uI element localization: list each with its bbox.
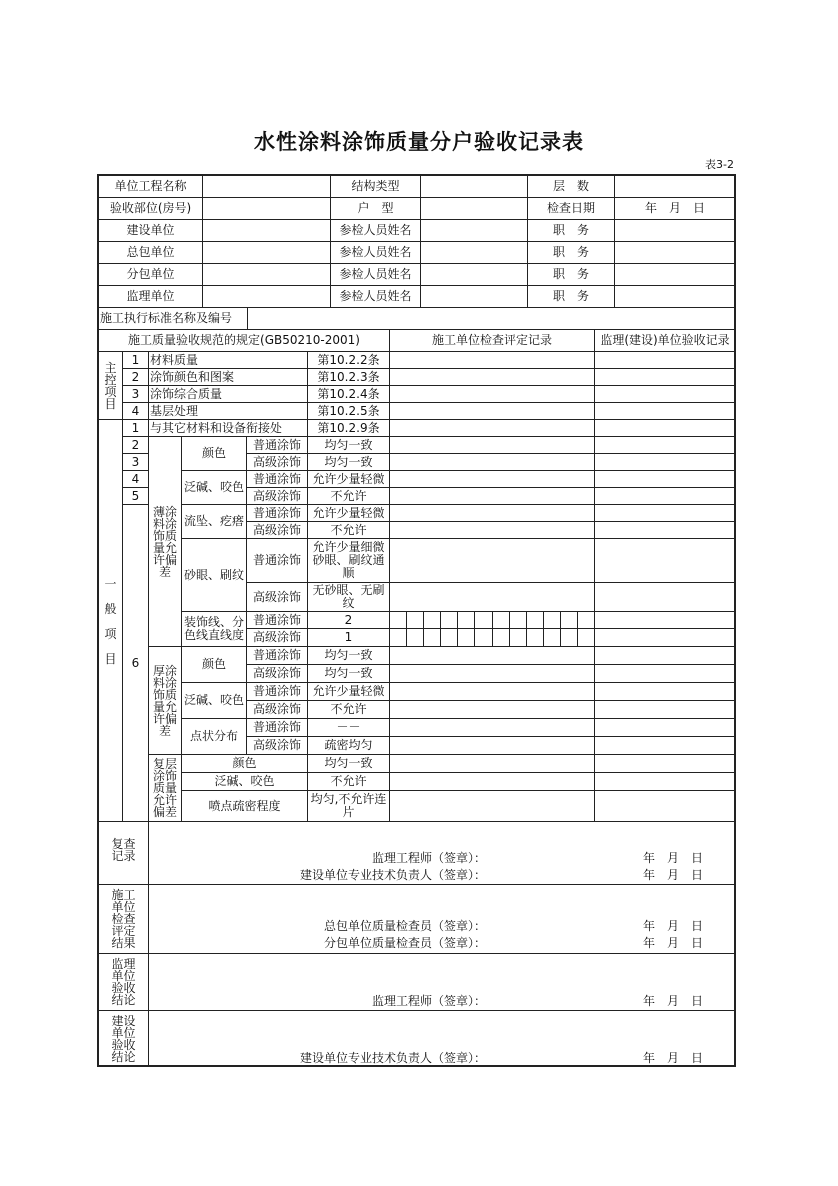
supervisor-record-field (594, 611, 736, 629)
measurement-cell (406, 628, 424, 647)
item-clause: 第10.2.3条 (307, 368, 390, 386)
measurement-cell (423, 611, 441, 629)
supervisor-record-field (594, 628, 736, 647)
item-name: 材料质量 (148, 351, 308, 369)
supervisor-record-field (594, 582, 736, 612)
finish-grade: 高级涂饰 (246, 453, 308, 471)
measurement-cell (560, 611, 578, 629)
measurement-cell (389, 611, 407, 629)
finish-grade: 普通涂饰 (246, 611, 308, 629)
header-label: 总包单位 (98, 241, 203, 264)
requirement: 均匀一致 (307, 453, 390, 471)
measurement-cell (509, 628, 527, 647)
contractor-record-field (389, 538, 595, 583)
form-number: 表3-2 (705, 158, 734, 171)
requirement: 均匀一致 (307, 664, 390, 683)
signature-date: 年 月 日 (642, 851, 703, 865)
header-field (614, 285, 736, 308)
contractor-record-field (389, 700, 595, 719)
header-label: 参检人员姓名 (330, 263, 421, 286)
column-header-contractor: 施工单位检查评定记录 (389, 329, 595, 352)
measurement-cell (492, 628, 510, 647)
finish-grade: 高级涂饰 (246, 700, 308, 719)
header-label: 职 务 (527, 219, 615, 242)
finish-grade: 普通涂饰 (246, 504, 308, 522)
contractor-record-field (389, 504, 595, 522)
requirement: 不允许 (307, 487, 390, 505)
thin-coating-label: 薄涂料涂饰质量允许偏差 (148, 436, 182, 647)
defect-name: 点状分布 (181, 718, 247, 755)
header-label: 职 务 (527, 263, 615, 286)
supervisor-record-field (594, 682, 736, 701)
requirement: 不允许 (307, 700, 390, 719)
header-field (420, 263, 528, 286)
contractor-record-field (389, 453, 595, 471)
header-label: 分包单位 (98, 263, 203, 286)
measurement-cell (457, 628, 475, 647)
item-number: 5 (122, 487, 149, 505)
signature-date: 年 月 日 (642, 868, 703, 882)
contractor-record-field (389, 646, 595, 665)
item-number: 2 (122, 436, 149, 454)
contractor-record-field (389, 436, 595, 454)
header-field (614, 241, 736, 264)
defect-name: 泛碱、咬色 (181, 772, 308, 791)
measurement-cell (543, 628, 561, 647)
header-label: 监理单位 (98, 285, 203, 308)
finish-grade: 普通涂饰 (246, 470, 308, 488)
contractor-record-field (389, 718, 595, 737)
supervisor-record-field (594, 521, 736, 539)
header-label: 职 务 (527, 241, 615, 264)
contractor-record-field (389, 351, 595, 369)
measurement-cell (406, 611, 424, 629)
measurement-cell (560, 628, 578, 647)
item-number: 4 (122, 402, 149, 420)
finish-grade: 普通涂饰 (246, 718, 308, 737)
finish-grade: 普通涂饰 (246, 436, 308, 454)
measurement-cell (577, 628, 595, 647)
supervisor-record-field (594, 504, 736, 522)
measurement-cell (389, 628, 407, 647)
header-field (420, 285, 528, 308)
measurement-cell (509, 611, 527, 629)
supervisor-record-field (594, 718, 736, 737)
defect-name: 颜色 (181, 646, 247, 683)
main-control-label: 主控项目 (98, 351, 123, 420)
contractor-record-field (389, 470, 595, 488)
item-number: 3 (122, 453, 149, 471)
finish-grade: 普通涂饰 (246, 646, 308, 665)
supervisor-record-field (594, 419, 736, 437)
general-label: 一般项目 (98, 419, 123, 822)
signature-date: 年 月 日 (642, 919, 703, 933)
item-clause: 第10.2.5条 (307, 402, 390, 420)
finish-grade: 普通涂饰 (246, 682, 308, 701)
measurement-cell (457, 611, 475, 629)
supervisor-record-field (594, 470, 736, 488)
item-name: 与其它材料和设备衔接处 (148, 419, 308, 437)
supervisor-record-field (594, 772, 736, 791)
requirement: 均匀一致 (307, 436, 390, 454)
owner-section-label: 建设单位验收结论 (98, 1010, 149, 1067)
signature-label: 建设单位专业技术负责人（签章）： (299, 1051, 486, 1065)
finish-grade: 高级涂饰 (246, 736, 308, 755)
measurement-cell (440, 628, 458, 647)
item-clause: 第10.2.2条 (307, 351, 390, 369)
header-field (202, 175, 331, 198)
contractor-record-field (389, 772, 595, 791)
finish-grade: 普通涂饰 (246, 538, 308, 583)
supervisor-record-field (594, 385, 736, 403)
finish-grade: 高级涂饰 (246, 582, 308, 612)
header-field (202, 241, 331, 264)
signature-label: 监理工程师（签章）： (371, 851, 486, 865)
finish-grade: 高级涂饰 (246, 487, 308, 505)
requirement: 1 (307, 628, 390, 647)
signature-date: 年 月 日 (642, 994, 703, 1008)
requirement: 疏密均匀 (307, 736, 390, 755)
header-label: 年 月 日 (614, 197, 736, 220)
contractor-record-field (389, 582, 595, 612)
supervisor-record-field (594, 402, 736, 420)
header-label: 建设单位 (98, 219, 203, 242)
contractor-record-field (389, 487, 595, 505)
measurement-cell (577, 611, 595, 629)
supervisor-record-field (594, 664, 736, 683)
requirement: 均匀一致 (307, 646, 390, 665)
contractor-record-field (389, 402, 595, 420)
supervisor-record-field (594, 368, 736, 386)
requirement: 允许少量轻微 (307, 470, 390, 488)
header-label: 检查日期 (527, 197, 615, 220)
signature-label: 总包单位质量检查员（签章）： (323, 919, 486, 933)
defect-name: 泛碱、咬色 (181, 470, 247, 505)
requirement: －－ (307, 718, 390, 737)
column-header-supervisor: 监理(建设)单位验收记录 (594, 329, 736, 352)
header-label: 参检人员姓名 (330, 219, 421, 242)
item-name: 涂饰颜色和图案 (148, 368, 308, 386)
contractor-record-field (389, 754, 595, 773)
defect-name: 砂眼、刷纹 (181, 538, 247, 612)
supervisor-record-field (594, 790, 736, 822)
header-field (420, 197, 528, 220)
contractor-record-field (389, 664, 595, 683)
requirement: 均匀一致 (307, 754, 390, 773)
defect-name: 喷点疏密程度 (181, 790, 308, 822)
multi-layer-label: 复层涂饰质量允许偏差 (148, 754, 182, 822)
signature-label: 建设单位专业技术负责人（签章）： (299, 868, 486, 882)
requirement: 均匀,不允许连片 (307, 790, 390, 822)
contractor-record-field (389, 790, 595, 822)
header-field (614, 219, 736, 242)
supervisor-record-field (594, 754, 736, 773)
measurement-cell (474, 628, 493, 647)
measurement-cell (492, 611, 510, 629)
requirement: 允许少量轻微 (307, 682, 390, 701)
header-field (614, 263, 736, 286)
contractor-record-field (389, 521, 595, 539)
signature-label: 分包单位质量检查员（签章）： (323, 936, 486, 950)
header-label: 职 务 (527, 285, 615, 308)
supervisor-record-field (594, 436, 736, 454)
supervisor-record-field (594, 538, 736, 583)
item-clause: 第10.2.9条 (307, 419, 390, 437)
supervisor-record-field (594, 646, 736, 665)
measurement-cell (474, 611, 493, 629)
item-name: 基层处理 (148, 402, 308, 420)
header-field (202, 219, 331, 242)
contractor-record-field (389, 682, 595, 701)
requirement: 无砂眼、无刷纹 (307, 582, 390, 612)
column-header-spec: 施工质量验收规范的规定(GB50210-2001) (98, 329, 390, 352)
supervisor-record-field (594, 453, 736, 471)
finish-grade: 高级涂饰 (246, 628, 308, 647)
signature-date: 年 月 日 (642, 1051, 703, 1065)
item-number: 3 (122, 385, 149, 403)
contractor-record-field (389, 419, 595, 437)
header-label: 户 型 (330, 197, 421, 220)
signature-date: 年 月 日 (642, 936, 703, 950)
header-field (420, 241, 528, 264)
recheck-section-label: 复查记录 (98, 821, 149, 885)
defect-name: 装饰线、分色线直线度 (181, 611, 247, 647)
measurement-cell (423, 628, 441, 647)
item-clause: 第10.2.4条 (307, 385, 390, 403)
thick-coating-label: 厚涂料涂饰质量允许偏差 (148, 646, 182, 755)
item-number: 1 (122, 419, 149, 437)
header-field (614, 175, 736, 198)
finish-grade: 高级涂饰 (246, 521, 308, 539)
supervisor-section-label: 监理单位验收结论 (98, 953, 149, 1011)
item-number: 1 (122, 351, 149, 369)
defect-name: 颜色 (181, 436, 247, 471)
supervisor-record-field (594, 736, 736, 755)
requirement: 不允许 (307, 521, 390, 539)
header-label: 参检人员姓名 (330, 285, 421, 308)
measurement-cell (526, 611, 544, 629)
header-label: 参检人员姓名 (330, 241, 421, 264)
header-field (202, 263, 331, 286)
requirement: 2 (307, 611, 390, 629)
measurement-cell (440, 611, 458, 629)
item-name: 涂饰综合质量 (148, 385, 308, 403)
item-number: 2 (122, 368, 149, 386)
contractor-record-field (389, 368, 595, 386)
supervisor-record-field (594, 487, 736, 505)
header-field (420, 219, 528, 242)
defect-name: 颜色 (181, 754, 308, 773)
defect-name: 流坠、疙瘩 (181, 504, 247, 539)
form-title: 水性涂料涂饰质量分户验收记录表 (254, 130, 584, 154)
requirement: 允许少量轻微 (307, 504, 390, 522)
header-field (420, 175, 528, 198)
header-label: 验收部位(房号) (98, 197, 203, 220)
header-field (202, 197, 331, 220)
header-label: 单位工程名称 (98, 175, 203, 198)
standard-field (247, 307, 736, 330)
requirement: 不允许 (307, 772, 390, 791)
signature-label: 监理工程师（签章）： (371, 994, 486, 1008)
item-number: 6 (122, 504, 149, 822)
supervisor-record-field (594, 351, 736, 369)
contractor-record-field (389, 385, 595, 403)
supervisor-record-field (594, 700, 736, 719)
requirement: 允许少量细微砂眼、刷纹通顺 (307, 538, 390, 583)
header-label: 结构类型 (330, 175, 421, 198)
measurement-cell (543, 611, 561, 629)
measurement-cell (526, 628, 544, 647)
finish-grade: 高级涂饰 (246, 664, 308, 683)
header-field (202, 285, 331, 308)
defect-name: 泛碱、咬色 (181, 682, 247, 719)
item-number: 4 (122, 470, 149, 488)
standard-label: 施工执行标准名称及编号 (98, 307, 248, 330)
header-label: 层 数 (527, 175, 615, 198)
contractor-section-label: 施工单位检查评定结果 (98, 884, 149, 954)
contractor-record-field (389, 736, 595, 755)
